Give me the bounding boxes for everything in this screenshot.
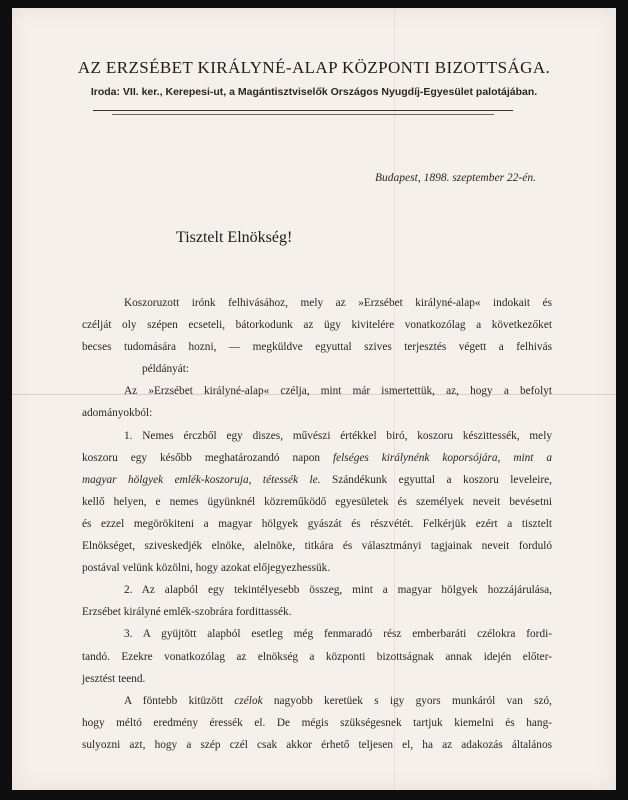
body-line: jesztést teend. bbox=[82, 672, 146, 685]
body-line: Elnökséget, sziveskedjék elnöke, alelnöke, titkára és választmányi tagjainak neveit forduló bbox=[82, 540, 552, 553]
body-line: 1. Nemes érczből egy diszes, művészi értékkel biró, koszoru készittessék, mely bbox=[124, 429, 552, 442]
body-line: postával velünk közölni, hogy azokat előjegyezhessük. bbox=[82, 562, 331, 575]
emphasized-text: magyar hölgyek emlék-koszoruja, tétessék le. bbox=[82, 473, 321, 486]
body-line: tandó. Ezekre vonatkozólag az elnökség a központi bizottságnak annak idején előter- bbox=[82, 650, 552, 663]
body-text: A föntebb kitüzött bbox=[124, 694, 235, 707]
letter-date: Budapest, 1898. szeptember 22-én. bbox=[375, 172, 536, 184]
letterhead-rule-thin bbox=[112, 114, 494, 115]
body-line bbox=[82, 447, 552, 469]
emphasized-text: felséges királynénk koporsójára, mint a bbox=[333, 451, 552, 464]
letterhead-rule bbox=[93, 110, 513, 111]
letterhead-title: AZ ERZSÉBET KIRÁLYNÉ-ALAP KÖZPONTI BIZOTTSÁGA. bbox=[77, 58, 551, 77]
letter-greeting: Tisztelt Elnökség! bbox=[176, 229, 293, 246]
body-line bbox=[82, 690, 552, 712]
body-line: becses tudomására hozni, — megküldve egyuttal szives terjesztés végett a felhivás bbox=[82, 341, 552, 354]
body-line: 3. A gyüjtött alapból esetleg még fenmaradó rész emberbaráti czélokra fordi- bbox=[124, 628, 552, 641]
body-line: kellő helyen, e nemes ügyünknél közreműködő egyesületek és személyek neveit bevésetni bbox=[82, 495, 552, 508]
body-line: Az »Erzsébet királyné-alap« czélja, mint már ismertettük, az, hogy a befolyt bbox=[124, 385, 552, 398]
body-line bbox=[82, 469, 552, 491]
body-text: nagyobb keretüek s igy gyors munkáról van szó, bbox=[262, 694, 553, 707]
letterhead-office-address: Iroda: VII. ker., Kerepesi-ut, a Magántisztviselők Országos Nyugdíj-Egyesület palotájában. bbox=[90, 86, 538, 98]
body-line: Koszoruzott irónk felhivásához, mely az »Erzsébet királyné-alap« indokait és bbox=[124, 297, 552, 309]
body-text: koszoru egy később meghatározandó napon bbox=[82, 451, 334, 464]
body-text: Szándékunk egyuttal a koszoru leveleire, bbox=[320, 473, 552, 486]
letter-body bbox=[82, 292, 552, 756]
body-line: 2. Az alapból egy tekintélyesebb összeg, mint a magyar hölgyek hozzájárulása, bbox=[124, 584, 552, 597]
body-line: czélját oly szépen ecseteli, bátorkodunk az ügy kivitelére vonatkozólag a következőket bbox=[82, 319, 552, 332]
body-line: és ezzel megörökiteni a magyar hölgyek gyászát és részvétét. Felkérjük ezért a tisztelt bbox=[82, 517, 552, 530]
body-line: példányát: bbox=[142, 363, 190, 376]
body-line: adományokból: bbox=[82, 407, 153, 420]
emphasized-text: czélok bbox=[234, 694, 263, 707]
body-line: Erzsébet királyné emlék-szobrára fordittassék. bbox=[82, 606, 292, 619]
body-line: sulyozni azt, hogy a szép czél csak akkor érhető teljesen el, ha az adakozás általános bbox=[82, 738, 552, 751]
body-line: hogy méltó eredmény éressék el. De mégis szükségesnek tartjuk kiemelni és hang- bbox=[82, 716, 552, 729]
